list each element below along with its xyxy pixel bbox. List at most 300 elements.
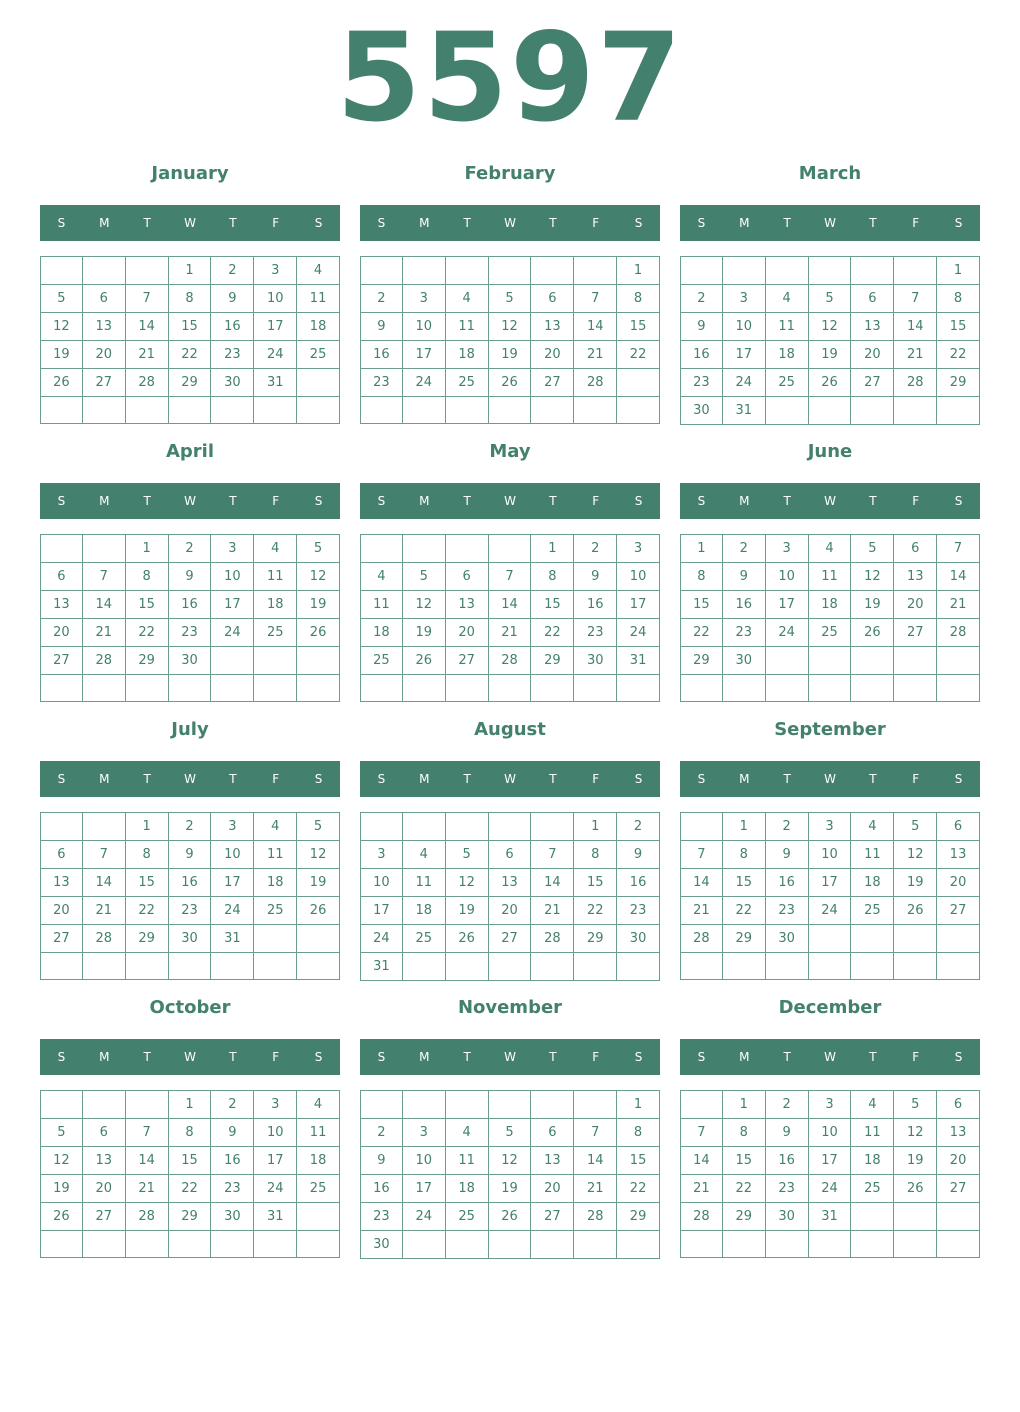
day-cell: 20 <box>40 619 83 647</box>
day-cell <box>297 647 340 675</box>
day-cell: 15 <box>680 591 723 619</box>
day-cell: 1 <box>617 1090 660 1119</box>
day-cell <box>809 647 852 675</box>
weekday-label: T <box>463 1050 471 1064</box>
day-cell: 3 <box>809 812 852 841</box>
day-cell: 2 <box>360 1119 403 1147</box>
day-cell <box>403 397 446 424</box>
day-cell <box>83 675 126 702</box>
weekday-label: S <box>314 494 323 508</box>
day-cell: 9 <box>211 285 254 313</box>
day-cell <box>680 675 723 702</box>
day-cell: 28 <box>894 369 937 397</box>
month-name: September <box>774 719 886 740</box>
day-cell <box>254 675 297 702</box>
day-cell: 12 <box>809 313 852 341</box>
day-cell <box>83 256 126 285</box>
day-cell: 18 <box>254 591 297 619</box>
day-cell: 22 <box>169 341 212 369</box>
day-cell <box>446 1090 489 1119</box>
weekday-label: W <box>824 1050 836 1064</box>
weekday-label: T <box>143 772 151 786</box>
weekday-header <box>680 761 980 797</box>
day-cell: 23 <box>169 897 212 925</box>
day-cell <box>446 1231 489 1259</box>
weekday-label: M <box>739 494 750 508</box>
month-april <box>40 441 340 702</box>
day-cell: 16 <box>574 591 617 619</box>
day-cell: 28 <box>574 369 617 397</box>
day-cell: 15 <box>531 591 574 619</box>
weekday-label: W <box>184 494 196 508</box>
day-grid <box>360 256 660 424</box>
day-cell: 30 <box>360 1231 403 1259</box>
weekday-label: S <box>57 494 66 508</box>
weekday-header <box>40 483 340 519</box>
day-cell: 4 <box>766 285 809 313</box>
day-cell: 19 <box>894 1147 937 1175</box>
day-cell <box>489 675 532 702</box>
day-cell: 4 <box>851 1090 894 1119</box>
day-cell: 6 <box>937 812 980 841</box>
day-cell <box>723 256 766 285</box>
weekday-label: S <box>697 1050 706 1064</box>
day-cell: 6 <box>531 285 574 313</box>
day-cell: 4 <box>297 256 340 285</box>
month-name: October <box>149 997 231 1018</box>
day-cell: 21 <box>680 897 723 925</box>
day-cell: 19 <box>297 869 340 897</box>
day-cell: 16 <box>211 313 254 341</box>
day-cell: 14 <box>489 591 532 619</box>
day-cell: 22 <box>723 1175 766 1203</box>
weekday-label: W <box>504 216 516 230</box>
day-cell <box>531 675 574 702</box>
day-cell: 27 <box>489 925 532 953</box>
day-cell: 3 <box>360 841 403 869</box>
weekday-label: F <box>912 494 920 508</box>
day-cell: 11 <box>297 1119 340 1147</box>
day-cell: 24 <box>211 897 254 925</box>
day-cell: 12 <box>403 591 446 619</box>
day-cell: 2 <box>360 285 403 313</box>
day-cell: 3 <box>809 1090 852 1119</box>
day-cell: 2 <box>617 812 660 841</box>
day-cell: 28 <box>680 1203 723 1231</box>
day-cell: 5 <box>851 534 894 563</box>
day-cell: 13 <box>489 869 532 897</box>
day-cell: 25 <box>254 897 297 925</box>
weekday-label: S <box>377 494 386 508</box>
day-cell: 21 <box>574 1175 617 1203</box>
day-cell: 21 <box>937 591 980 619</box>
day-cell: 3 <box>211 534 254 563</box>
day-cell <box>360 812 403 841</box>
day-cell: 13 <box>937 841 980 869</box>
day-cell: 17 <box>403 1175 446 1203</box>
weekday-header <box>360 483 660 519</box>
day-cell: 17 <box>617 591 660 619</box>
day-cell <box>937 925 980 953</box>
day-cell <box>617 369 660 397</box>
day-cell: 29 <box>531 647 574 675</box>
day-cell: 31 <box>809 1203 852 1231</box>
weekday-label: S <box>634 772 643 786</box>
day-cell: 27 <box>446 647 489 675</box>
weekday-label: T <box>783 494 791 508</box>
day-cell: 11 <box>446 313 489 341</box>
day-cell <box>937 647 980 675</box>
day-cell <box>851 1231 894 1258</box>
day-cell: 8 <box>680 563 723 591</box>
day-cell <box>851 397 894 425</box>
day-cell <box>83 1090 126 1119</box>
weekday-label: T <box>229 494 237 508</box>
day-cell <box>169 397 212 424</box>
weekday-label: W <box>824 216 836 230</box>
day-cell: 3 <box>211 812 254 841</box>
day-cell: 16 <box>211 1147 254 1175</box>
day-cell: 27 <box>83 1203 126 1231</box>
day-cell: 25 <box>360 647 403 675</box>
day-cell <box>40 953 83 980</box>
day-cell: 26 <box>40 369 83 397</box>
day-cell <box>531 397 574 424</box>
weekday-label: S <box>954 494 963 508</box>
day-cell <box>723 1231 766 1258</box>
day-cell <box>489 812 532 841</box>
day-cell: 1 <box>169 1090 212 1119</box>
day-cell <box>126 1090 169 1119</box>
day-cell: 17 <box>809 1147 852 1175</box>
day-cell: 22 <box>723 897 766 925</box>
day-cell: 5 <box>446 841 489 869</box>
day-cell <box>851 675 894 702</box>
day-cell: 7 <box>531 841 574 869</box>
day-cell: 26 <box>489 1203 532 1231</box>
day-cell <box>254 925 297 953</box>
day-cell: 10 <box>809 841 852 869</box>
day-cell: 11 <box>360 591 403 619</box>
month-name: February <box>464 163 556 184</box>
day-cell: 21 <box>574 341 617 369</box>
day-cell: 21 <box>894 341 937 369</box>
day-cell: 19 <box>489 1175 532 1203</box>
day-cell: 17 <box>403 341 446 369</box>
month-name: July <box>171 719 209 740</box>
weekday-label: T <box>549 772 557 786</box>
day-cell <box>126 675 169 702</box>
day-cell: 24 <box>617 619 660 647</box>
day-cell: 9 <box>766 841 809 869</box>
day-cell <box>254 1231 297 1258</box>
day-cell: 23 <box>360 1203 403 1231</box>
weekday-label: W <box>184 772 196 786</box>
day-cell <box>403 534 446 563</box>
day-cell <box>169 1231 212 1258</box>
day-cell <box>403 812 446 841</box>
day-cell: 16 <box>169 591 212 619</box>
weekday-label: T <box>463 494 471 508</box>
month-october <box>40 997 340 1258</box>
day-cell: 24 <box>211 619 254 647</box>
day-cell <box>211 953 254 980</box>
weekday-label: W <box>504 772 516 786</box>
weekday-label: F <box>272 494 280 508</box>
day-cell <box>937 1231 980 1258</box>
day-cell: 22 <box>937 341 980 369</box>
day-cell: 19 <box>489 341 532 369</box>
day-grid <box>680 1090 980 1258</box>
weekday-label: F <box>272 1050 280 1064</box>
day-cell <box>574 256 617 285</box>
day-cell: 26 <box>809 369 852 397</box>
day-cell: 26 <box>403 647 446 675</box>
day-cell: 10 <box>254 1119 297 1147</box>
day-cell: 30 <box>211 369 254 397</box>
day-cell: 17 <box>211 591 254 619</box>
day-cell: 3 <box>766 534 809 563</box>
day-cell: 8 <box>126 841 169 869</box>
day-cell: 5 <box>894 812 937 841</box>
day-cell: 12 <box>297 563 340 591</box>
day-cell: 30 <box>169 925 212 953</box>
day-cell <box>489 1231 532 1259</box>
day-cell: 26 <box>40 1203 83 1231</box>
day-cell: 14 <box>574 313 617 341</box>
day-cell <box>809 925 852 953</box>
day-cell: 28 <box>937 619 980 647</box>
day-cell: 24 <box>766 619 809 647</box>
day-cell: 11 <box>851 1119 894 1147</box>
day-cell <box>40 397 83 424</box>
day-cell: 6 <box>446 563 489 591</box>
day-grid <box>40 256 340 424</box>
day-cell: 6 <box>489 841 532 869</box>
weekday-label: S <box>954 216 963 230</box>
day-cell: 24 <box>723 369 766 397</box>
day-cell <box>574 397 617 424</box>
day-cell: 18 <box>254 869 297 897</box>
weekday-label: T <box>463 216 471 230</box>
day-cell <box>211 1231 254 1258</box>
day-cell: 7 <box>126 285 169 313</box>
day-cell: 6 <box>894 534 937 563</box>
day-cell <box>723 675 766 702</box>
day-cell <box>894 397 937 425</box>
day-cell: 31 <box>254 369 297 397</box>
day-cell: 16 <box>169 869 212 897</box>
day-cell <box>126 397 169 424</box>
day-cell: 1 <box>723 812 766 841</box>
day-cell <box>403 675 446 702</box>
day-cell: 15 <box>169 1147 212 1175</box>
day-cell: 9 <box>574 563 617 591</box>
day-cell: 31 <box>360 953 403 981</box>
day-cell: 18 <box>360 619 403 647</box>
weekday-label: S <box>697 216 706 230</box>
weekday-label: M <box>99 494 110 508</box>
day-cell <box>723 953 766 980</box>
day-cell: 22 <box>169 1175 212 1203</box>
day-cell: 22 <box>531 619 574 647</box>
day-cell <box>489 397 532 424</box>
day-cell: 3 <box>403 285 446 313</box>
day-cell: 25 <box>809 619 852 647</box>
day-cell <box>809 397 852 425</box>
weekday-header <box>680 1039 980 1075</box>
weekday-header <box>40 761 340 797</box>
weekday-label: S <box>377 772 386 786</box>
day-cell: 25 <box>254 619 297 647</box>
day-cell: 19 <box>894 869 937 897</box>
day-cell: 13 <box>937 1119 980 1147</box>
day-cell: 29 <box>680 647 723 675</box>
day-cell <box>40 1231 83 1258</box>
day-cell: 8 <box>937 285 980 313</box>
day-cell: 30 <box>617 925 660 953</box>
day-cell <box>360 256 403 285</box>
weekday-label: S <box>377 1050 386 1064</box>
day-cell: 14 <box>680 869 723 897</box>
weekday-label: W <box>504 1050 516 1064</box>
month-name: December <box>778 997 882 1018</box>
day-cell: 28 <box>83 647 126 675</box>
day-cell: 19 <box>40 341 83 369</box>
day-cell: 30 <box>574 647 617 675</box>
weekday-label: T <box>869 494 877 508</box>
day-cell: 18 <box>851 1147 894 1175</box>
day-cell <box>126 953 169 980</box>
day-cell: 17 <box>766 591 809 619</box>
day-cell <box>617 675 660 702</box>
day-cell <box>766 953 809 980</box>
weekday-label: T <box>869 1050 877 1064</box>
day-cell: 7 <box>489 563 532 591</box>
day-cell: 4 <box>360 563 403 591</box>
month-name: November <box>457 997 563 1018</box>
day-cell: 5 <box>489 1119 532 1147</box>
day-cell: 13 <box>531 313 574 341</box>
day-cell: 7 <box>680 841 723 869</box>
day-cell: 20 <box>851 341 894 369</box>
weekday-label: S <box>57 1050 66 1064</box>
day-cell: 25 <box>446 1203 489 1231</box>
day-grid <box>680 534 980 702</box>
day-cell: 17 <box>360 897 403 925</box>
day-cell <box>574 953 617 981</box>
day-cell: 6 <box>40 841 83 869</box>
day-cell: 20 <box>531 1175 574 1203</box>
day-cell <box>851 647 894 675</box>
day-cell <box>894 1203 937 1231</box>
day-cell: 14 <box>531 869 574 897</box>
day-cell: 8 <box>617 1119 660 1147</box>
day-cell: 22 <box>617 341 660 369</box>
day-cell <box>531 256 574 285</box>
day-cell: 1 <box>617 256 660 285</box>
weekday-label: F <box>592 772 600 786</box>
weekday-label: T <box>783 772 791 786</box>
day-cell: 18 <box>297 313 340 341</box>
weekday-header <box>360 1039 660 1075</box>
day-cell: 9 <box>617 841 660 869</box>
day-cell: 9 <box>211 1119 254 1147</box>
day-cell: 10 <box>617 563 660 591</box>
day-cell: 10 <box>809 1119 852 1147</box>
day-cell: 16 <box>680 341 723 369</box>
day-cell: 15 <box>574 869 617 897</box>
weekday-label: F <box>592 494 600 508</box>
day-cell <box>937 397 980 425</box>
day-cell: 15 <box>617 313 660 341</box>
day-cell: 20 <box>894 591 937 619</box>
weekday-label: S <box>57 216 66 230</box>
day-cell: 19 <box>809 341 852 369</box>
day-cell: 27 <box>40 925 83 953</box>
day-cell: 9 <box>360 1147 403 1175</box>
day-cell <box>851 925 894 953</box>
year-title: 5597 <box>336 7 684 149</box>
weekday-header <box>680 483 980 519</box>
day-cell <box>894 647 937 675</box>
day-cell: 20 <box>83 341 126 369</box>
day-cell: 27 <box>894 619 937 647</box>
day-cell <box>489 1090 532 1119</box>
day-cell: 15 <box>723 1147 766 1175</box>
day-cell: 25 <box>851 1175 894 1203</box>
day-cell: 4 <box>297 1090 340 1119</box>
day-cell: 17 <box>809 869 852 897</box>
day-cell: 20 <box>531 341 574 369</box>
day-cell: 16 <box>723 591 766 619</box>
day-cell <box>297 925 340 953</box>
weekday-label: M <box>419 772 430 786</box>
day-cell <box>83 397 126 424</box>
day-cell: 8 <box>169 1119 212 1147</box>
day-cell: 12 <box>894 841 937 869</box>
day-cell <box>851 1203 894 1231</box>
weekday-label: F <box>272 216 280 230</box>
day-cell: 12 <box>40 1147 83 1175</box>
weekday-header <box>680 205 980 241</box>
day-cell: 22 <box>126 619 169 647</box>
weekday-label: S <box>634 216 643 230</box>
day-cell: 11 <box>403 869 446 897</box>
day-cell: 11 <box>851 841 894 869</box>
day-cell: 25 <box>851 897 894 925</box>
day-cell: 5 <box>809 285 852 313</box>
day-cell <box>617 1231 660 1259</box>
day-cell <box>894 1231 937 1258</box>
day-cell: 12 <box>894 1119 937 1147</box>
day-cell: 6 <box>937 1090 980 1119</box>
day-cell <box>680 812 723 841</box>
day-cell: 8 <box>617 285 660 313</box>
day-cell: 10 <box>403 1147 446 1175</box>
weekday-label: T <box>229 772 237 786</box>
day-cell: 25 <box>403 925 446 953</box>
day-cell <box>40 812 83 841</box>
day-cell <box>766 397 809 425</box>
day-cell <box>403 256 446 285</box>
day-cell <box>126 256 169 285</box>
weekday-label: W <box>824 494 836 508</box>
day-grid <box>680 256 980 424</box>
day-cell <box>766 647 809 675</box>
day-cell: 29 <box>723 925 766 953</box>
day-cell: 28 <box>489 647 532 675</box>
